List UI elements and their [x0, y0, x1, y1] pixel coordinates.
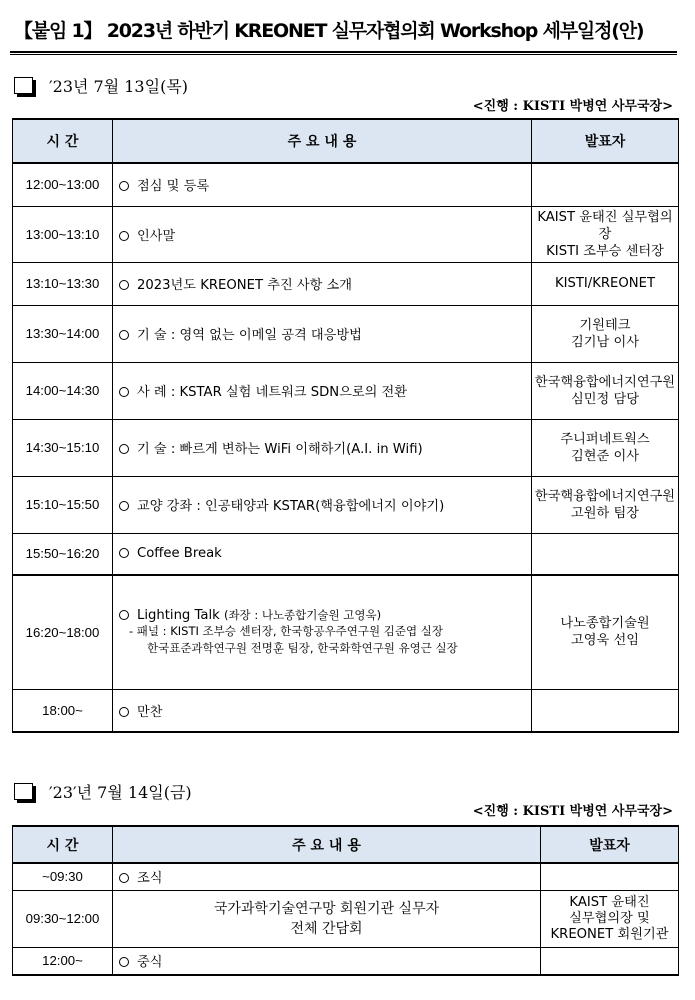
row-time: 09:30~12:00	[13, 890, 113, 947]
day1-date: ′23년 7월 13일(목)	[49, 76, 189, 96]
table-row	[13, 947, 679, 975]
row-time: 14:30~15:10	[13, 419, 113, 476]
table-row	[13, 362, 679, 419]
row-presenter	[532, 533, 679, 575]
row-time: 13:10~13:30	[13, 262, 113, 305]
row-content: 사 례 : KSTAR 실험 네트워크 SDN으로의 전환	[113, 362, 532, 419]
header-presenter: 발표자	[532, 119, 679, 163]
row-presenter: 주니퍼네트웍스 김현준 이사	[532, 419, 679, 476]
table-row	[13, 533, 679, 575]
table-row	[13, 863, 679, 890]
row-time: 13:30~14:00	[13, 305, 113, 362]
day2-heading	[14, 779, 192, 803]
circle-bullet-icon	[119, 548, 129, 558]
panel-line-1: - 패널 : KISTI 조부승 센터장, 한국항공우주연구원 김준엽 실장	[129, 624, 443, 639]
row-content: 기 술 : 영역 없는 이메일 공격 대응방법	[113, 305, 532, 362]
table-row	[13, 305, 679, 362]
checkbox-square-icon	[14, 77, 33, 94]
row-presenter	[541, 947, 679, 975]
row-time: ~09:30	[13, 863, 113, 890]
day2-schedule-table	[12, 825, 679, 976]
panel-line-2: 한국표준과학연구원 전명훈 팀장, 한국화학연구원 유영근 실장	[147, 641, 458, 656]
circle-bullet-icon	[119, 387, 129, 397]
header-time: 시 간	[13, 119, 113, 163]
document-title: 【붙임 1】 2023년 하반기 KREONET 실무자협의회 Workshop 세부일정(안)	[14, 20, 644, 42]
circle-bullet-icon	[119, 501, 129, 511]
table-row	[13, 419, 679, 476]
table-row	[13, 689, 679, 732]
row-time: 13:00~13:10	[13, 206, 113, 262]
row-presenter: 기원테크 김기남 이사	[532, 305, 679, 362]
table-header-row	[13, 826, 679, 863]
table-row	[13, 262, 679, 305]
header-time: 시 간	[13, 826, 113, 863]
table-row-lighting-talk	[13, 575, 679, 689]
circle-bullet-icon	[119, 444, 129, 454]
day1-heading	[14, 73, 188, 97]
row-presenter	[541, 863, 679, 890]
row-presenter: 한국핵융합에너지연구원 심민정 담당	[532, 362, 679, 419]
circle-bullet-icon	[119, 707, 129, 717]
row-time: 16:20~18:00	[13, 575, 113, 689]
row-time: 18:00~	[13, 689, 113, 732]
circle-bullet-icon	[119, 957, 129, 967]
row-content: Coffee Break	[113, 533, 532, 575]
row-content: 2023년도 KREONET 추진 사항 소개	[113, 262, 532, 305]
row-time: 15:10~15:50	[13, 476, 113, 533]
checkbox-square-icon	[14, 783, 33, 800]
row-content: 점심 및 등록	[113, 163, 532, 206]
day2-date: ′23′년 7월 14일(금)	[49, 782, 192, 802]
row-content: 중식	[113, 947, 541, 975]
row-presenter: KAIST 윤태진 실무협의장 및 KREONET 회원기관	[541, 890, 679, 947]
circle-bullet-icon	[119, 280, 129, 290]
header-presenter: 발표자	[541, 826, 679, 863]
circle-bullet-icon	[119, 873, 129, 883]
title-divider	[10, 51, 677, 55]
row-content: 기 술 : 빠르게 변하는 WiFi 이해하기(A.I. in Wifi)	[113, 419, 532, 476]
row-content: 국가과학기술연구망 회원기관 실무자 전체 간담회	[113, 890, 541, 947]
row-presenter: 한국핵융합에너지연구원 고원하 팀장	[532, 476, 679, 533]
row-presenter: KAIST 윤태진 실무협의장 KISTI 조부승 센터장	[532, 206, 679, 262]
table-row	[13, 476, 679, 533]
table-row	[13, 206, 679, 262]
row-content: 만찬	[113, 689, 532, 732]
circle-bullet-icon	[119, 330, 129, 340]
day2-progress-note: <진행 : KISTI 박병연 사무국장>	[472, 804, 673, 819]
table-row	[13, 163, 679, 206]
day1-progress-note: <진행 : KISTI 박병연 사무국장>	[472, 99, 673, 114]
row-time: 15:50~16:20	[13, 533, 113, 575]
lighting-chair: (좌장 : 나노종합기술원 고영욱)	[223, 608, 382, 623]
row-presenter	[532, 163, 679, 206]
header-content: 주 요 내 용	[113, 826, 541, 863]
circle-bullet-icon	[119, 610, 129, 620]
circle-bullet-icon	[119, 181, 129, 191]
day1-schedule-table	[12, 118, 679, 733]
row-content: 교양 강좌 : 인공태양과 KSTAR(핵융합에너지 이야기)	[113, 476, 532, 533]
table-row	[13, 890, 679, 947]
row-content: Lighting Talk (좌장 : 나노종합기술원 고영욱) - 패널 : KISTI 조부승 센터장, 한국항공우주연구원 김준엽 실장 한국표준과학연구원 전명훈 팀장, 한국화학연구원 유영근 실장	[113, 575, 532, 689]
row-content: 조식	[113, 863, 541, 890]
row-presenter: KISTI/KREONET	[532, 262, 679, 305]
header-content: 주 요 내 용	[113, 119, 532, 163]
row-time: 12:00~13:00	[13, 163, 113, 206]
row-time: 12:00~	[13, 947, 113, 975]
row-presenter: 나노종합기술원 고영욱 선임	[532, 575, 679, 689]
table-header-row	[13, 119, 679, 163]
row-presenter	[532, 689, 679, 732]
row-content: 인사말	[113, 206, 532, 262]
row-time: 14:00~14:30	[13, 362, 113, 419]
circle-bullet-icon	[119, 231, 129, 241]
